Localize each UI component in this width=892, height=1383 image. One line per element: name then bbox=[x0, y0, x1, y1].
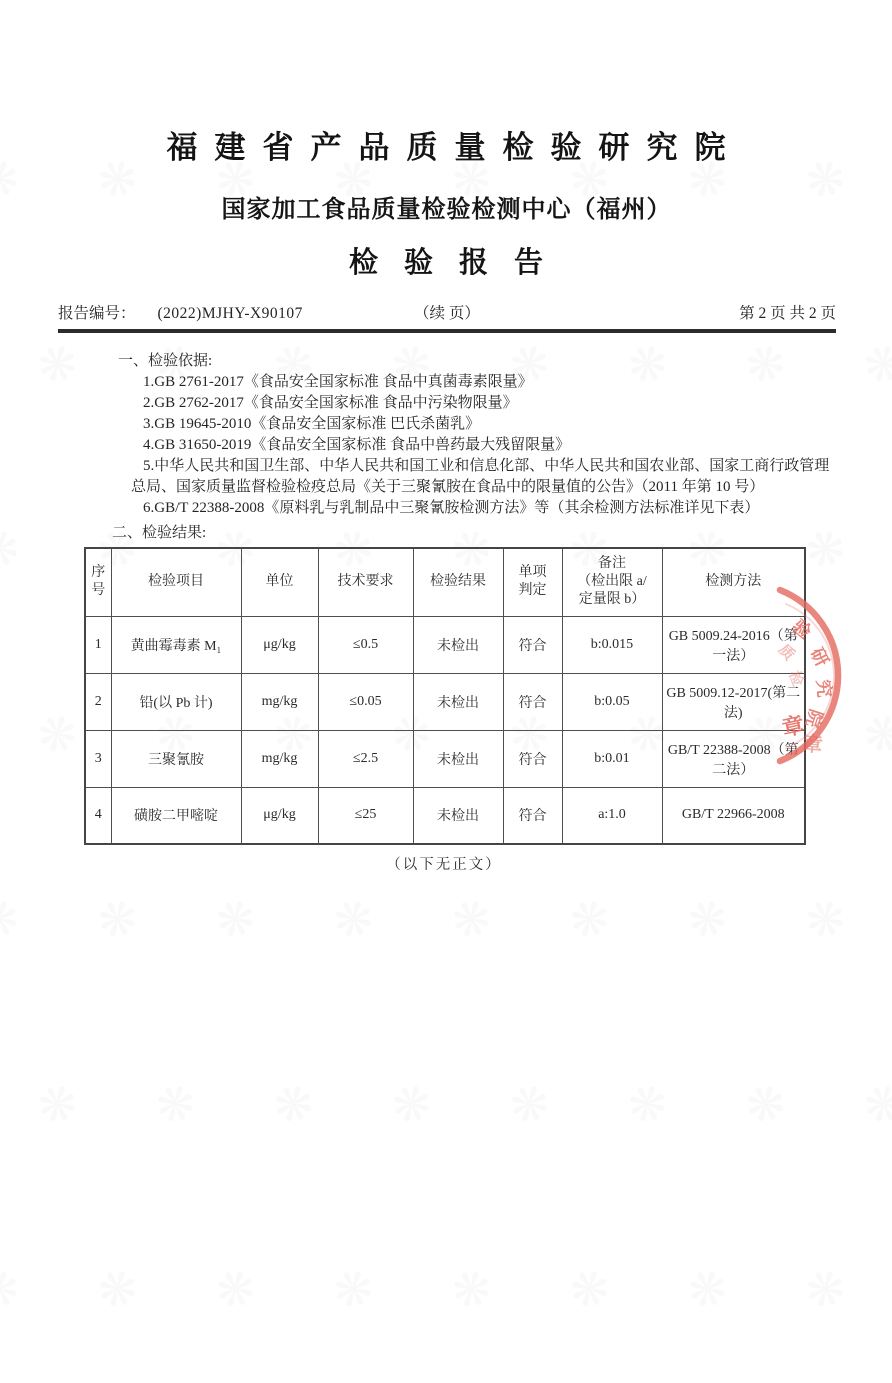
cell-result: 未检出 bbox=[413, 730, 503, 787]
cell-no: 1 bbox=[85, 616, 111, 673]
basis-item: 4.GB 31650-2019《食品安全国家标准 食品中兽药最大残留限量》 bbox=[143, 437, 571, 453]
cell-unit: mg/kg bbox=[241, 673, 318, 730]
table-row bbox=[85, 616, 805, 673]
header-rule bbox=[58, 329, 836, 333]
col-header-judgement: 单项 判定 bbox=[503, 548, 562, 616]
cell-remark: b:0.05 bbox=[562, 673, 662, 730]
basis-item: 5.中华人民共和国卫生部、中华人民共和国工业和信息化部、中华人民共和国农业部、国家工商行政管理总局、国家质量监督检验检疫总局《关于三聚氰胺在食品中的限量值的公告》（2011 年第 10 号） bbox=[131, 458, 830, 495]
center-title: 国家加工食品质量检验检测中心（福州） bbox=[221, 197, 672, 223]
cell-requirement: ≤25 bbox=[318, 787, 413, 844]
end-of-text-note: （以下无正文） bbox=[386, 857, 502, 873]
cell-no: 2 bbox=[85, 673, 111, 730]
col-header-item: 检验项目 bbox=[111, 548, 241, 616]
table-header-row bbox=[85, 548, 805, 616]
svg-text:检: 检 bbox=[785, 668, 806, 689]
svg-text:研: 研 bbox=[806, 644, 833, 670]
cell-unit: μg/kg bbox=[241, 616, 318, 673]
cell-unit: μg/kg bbox=[241, 787, 318, 844]
report-meta-row bbox=[58, 301, 836, 323]
cell-item: 磺胺二甲嘧啶 bbox=[111, 787, 241, 844]
continuation-note: （续 页） bbox=[414, 305, 480, 322]
col-header-seq: 序 号 bbox=[85, 548, 111, 616]
cell-judgement: 符合 bbox=[503, 730, 562, 787]
page-title: 检验报告 bbox=[348, 247, 569, 279]
col-header-unit: 单位 bbox=[241, 548, 318, 616]
table-row bbox=[85, 673, 805, 730]
basis-item: 2.GB 2762-2017《食品安全国家标准 食品中污染物限量》 bbox=[143, 395, 518, 411]
col-header-result: 检验结果 bbox=[413, 548, 503, 616]
cell-result: 未检出 bbox=[413, 787, 503, 844]
report-page bbox=[0, 122, 892, 1383]
svg-text:章: 章 bbox=[779, 711, 807, 741]
cell-item: 铅(以 Pb 计) bbox=[111, 673, 241, 730]
cell-method: GB/T 22966-2008 bbox=[662, 787, 805, 844]
cell-no: 3 bbox=[85, 730, 111, 787]
cell-requirement: ≤0.5 bbox=[318, 616, 413, 673]
svg-text:质: 质 bbox=[775, 641, 797, 664]
page-indicator: 第 2 页 共 2 页 bbox=[739, 305, 836, 322]
cell-item: 黄曲霉毒素 M₁ bbox=[111, 616, 241, 673]
cell-remark: b:0.015 bbox=[562, 616, 662, 673]
cell-requirement: ≤0.05 bbox=[318, 673, 413, 730]
cell-method: GB 5009.12-2017(第二法) bbox=[662, 673, 805, 730]
cell-unit: mg/kg bbox=[241, 730, 318, 787]
cell-method: GB 5009.24-2016（第一法） bbox=[662, 616, 805, 673]
report-no-label: 报告编号： bbox=[58, 305, 136, 322]
cell-result: 未检出 bbox=[413, 616, 503, 673]
cell-requirement: ≤2.5 bbox=[318, 730, 413, 787]
results-table bbox=[84, 547, 806, 845]
cell-judgement: 符合 bbox=[503, 673, 562, 730]
col-header-requirement: 技术要求 bbox=[318, 548, 413, 616]
cell-remark: a:1.0 bbox=[562, 787, 662, 844]
cell-remark: b:0.01 bbox=[562, 730, 662, 787]
col-header-remark: 备注 （检出限 a/ 定量限 b） bbox=[562, 548, 662, 616]
svg-text:院: 院 bbox=[801, 706, 827, 731]
basis-item: 3.GB 19645-2010《食品安全国家标准 巴氏杀菌乳》 bbox=[143, 416, 481, 432]
results-heading: 二、检验结果: bbox=[112, 525, 207, 541]
table-row bbox=[85, 730, 805, 787]
cell-result: 未检出 bbox=[413, 673, 503, 730]
cell-judgement: 符合 bbox=[503, 616, 562, 673]
org-title: 福建省产品质量检验研究院 bbox=[166, 130, 743, 165]
cell-judgement: 符合 bbox=[503, 787, 562, 844]
col-header-method: 检测方法 bbox=[662, 548, 805, 616]
cell-item: 三聚氰胺 bbox=[111, 730, 241, 787]
cell-no: 4 bbox=[85, 787, 111, 844]
table-row bbox=[85, 787, 805, 844]
basis-item: 6.GB/T 22388-2008《原料乳与乳制品中三聚氰胺检测方法》等（其余检测方法标准详见下表） bbox=[143, 500, 760, 516]
basis-heading: 一、检验依据: bbox=[118, 353, 213, 369]
report-no-value: (2022)MJHY-X90107 bbox=[157, 305, 303, 322]
cell-method: GB/T 22388-2008（第二法） bbox=[662, 730, 805, 787]
basis-section bbox=[0, 351, 892, 519]
svg-text:章: 章 bbox=[801, 733, 824, 758]
basis-item: 1.GB 2761-2017《食品安全国家标准 食品中真菌毒素限量》 bbox=[143, 374, 533, 390]
svg-text:究: 究 bbox=[813, 678, 835, 699]
svg-text:验: 验 bbox=[788, 615, 816, 643]
